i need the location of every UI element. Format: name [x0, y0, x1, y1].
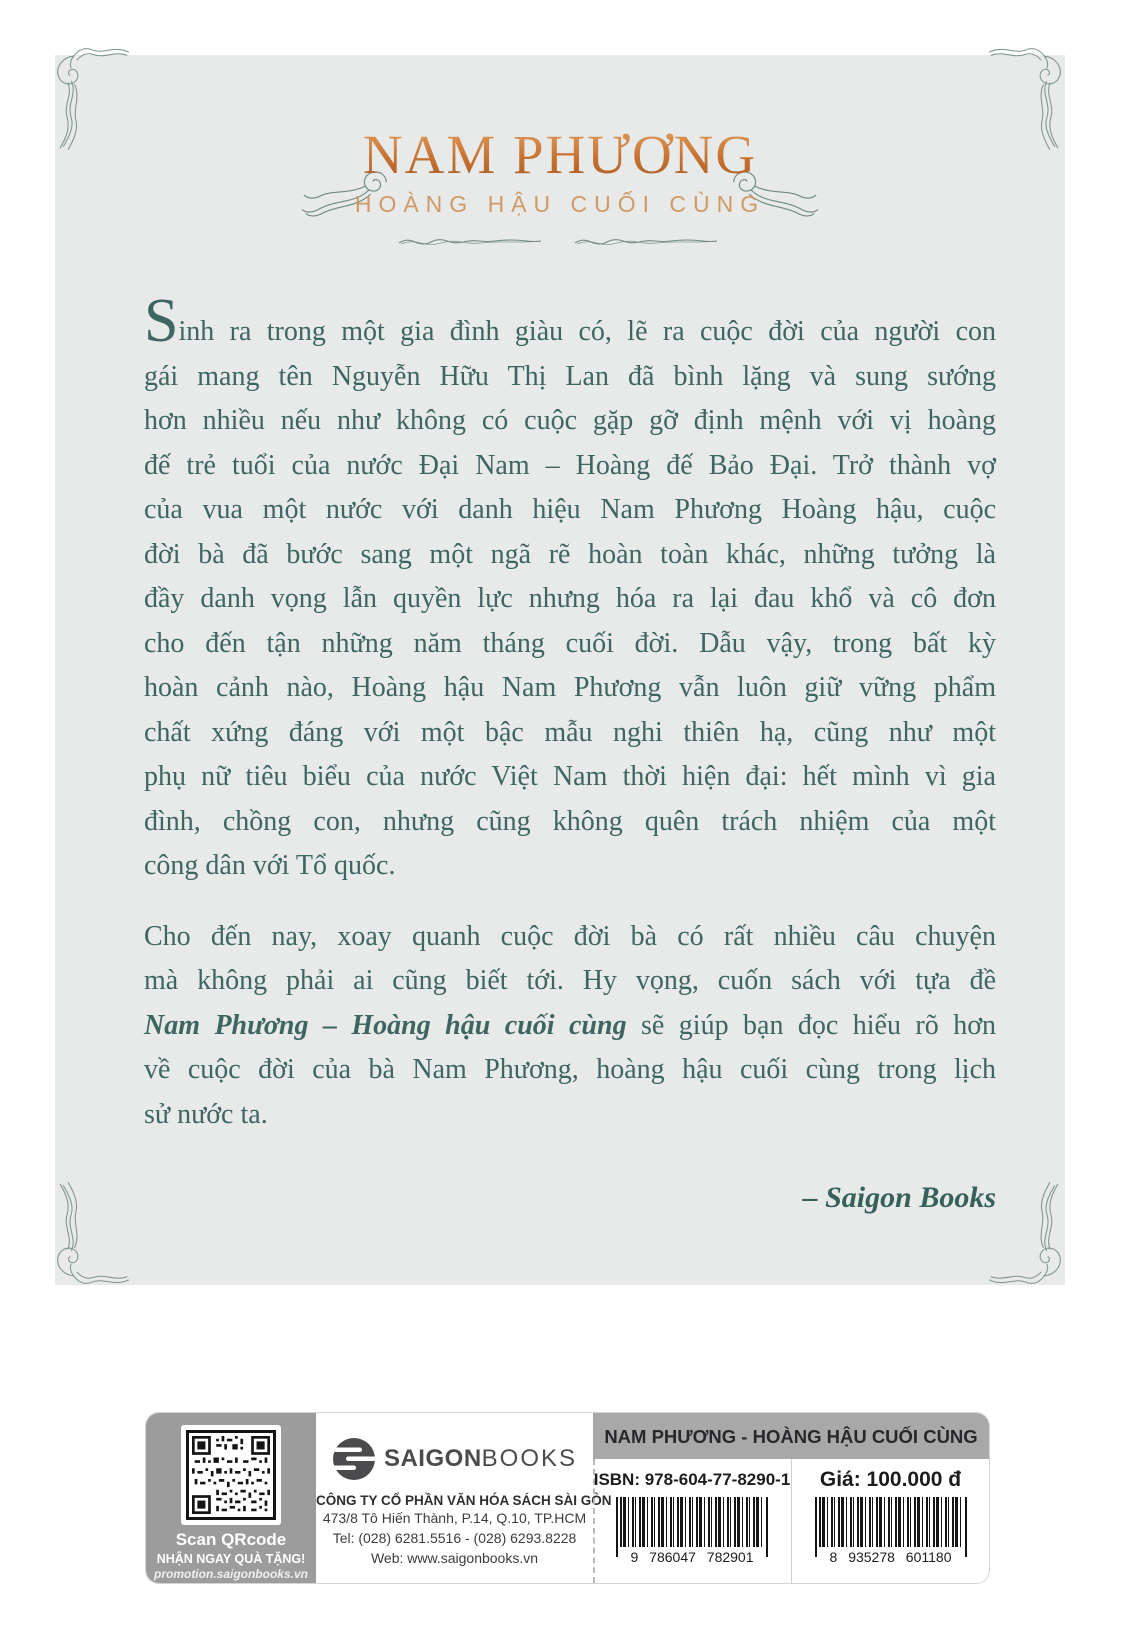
text-line: của vua một nước với danh hiệu Nam Phương Hoàng hậu, cuộc [144, 494, 996, 525]
label-title-bar: NAM PHƯƠNG - HOÀNG HẬU CUỐI CÙNG [593, 1413, 989, 1459]
synopsis-paragraph-1 [144, 287, 996, 889]
price-label: Giá: 100.000 đ [819, 1468, 962, 1491]
footer-label-bar [145, 1412, 990, 1584]
isbn-barcode-icon [612, 1497, 772, 1565]
text-line: cho đến tận những năm tháng cuối đời. Dẫu vậy, trong bất kỳ [144, 627, 996, 659]
synopsis-paragraph-2 [144, 915, 996, 1138]
cover-content [55, 55, 1065, 1285]
price-barcode-icon [811, 1497, 971, 1565]
text-line: gái mang tên Nguyễn Hữu Thị Lan đã bình lặng và sung sướng [144, 360, 996, 392]
saigonbooks-logo-text: SAIGONBOOKS [383, 1445, 578, 1472]
text-line: chất xứng đáng với một bậc mẫu nghi thiên hạ, cũng như một [144, 716, 996, 748]
company-address: 473/8 Tô Hiến Thành, P.14, Q.10, TP.HCM [322, 1510, 587, 1526]
text-line: đầy danh vọng lẫn quyền lực nhưng hóa ra lại đau khổ và cô đơn [144, 583, 996, 614]
text-line: đế trẻ tuổi của nước Đại Nam – Hoàng đế Bảo Đại. Trở thành vợ [144, 449, 996, 481]
publisher-panel [316, 1413, 612, 1583]
text-line: Sinh ra trong một gia đình giàu có, lẽ ra cuộc đời của người con [144, 287, 996, 355]
text-line: hoàn cảnh nào, Hoàng hậu Nam Phương vẫn luôn giữ vững phẩm [144, 672, 996, 703]
isbn-label: ISBN: 978-604-77-8290-1 [593, 1470, 791, 1489]
text-line: đình, chồng con, nhưng cũng không quên trách nhiệm của một [144, 805, 996, 837]
company-tel: Tel: (028) 6281.5516 - (028) 6293.8228 [332, 1530, 577, 1546]
saigonbooks-logo-icon [332, 1437, 376, 1481]
text-line: mà không phải ai cũng biết tới. Hy vọng, cuốn sách với tựa đề [144, 965, 996, 996]
publisher-signature: – Saigon Books [802, 1181, 996, 1214]
book-title: NAM PHƯƠNG [362, 124, 758, 185]
qr-scan-label: Scan QRcode [175, 1530, 287, 1549]
qr-gift-label: NHẬN NGAY QUÀ TẶNG! [156, 1552, 306, 1566]
text-line: công dân với Tổ quốc. [144, 850, 396, 881]
text-line: đời bà đã bước sang một ngã rẽ hoàn toàn khác, những tưởng là [144, 538, 996, 570]
book-subtitle: HOÀNG HẬU CUỐI CÙNG [354, 191, 766, 217]
text-line: Nam Phương – Hoàng hậu cuối cùng sẽ giúp bạn đọc hiểu rõ hơn [144, 1009, 996, 1041]
company-web: Web: www.saigonbooks.vn [370, 1550, 539, 1566]
text-line: sử nước ta. [144, 1098, 268, 1130]
text-line: hơn nhiều nếu như không có cuộc gặp gỡ định mệnh với vị hoàng [144, 405, 996, 436]
isbn-block [593, 1459, 791, 1583]
divider-wave-right-icon [573, 235, 723, 247]
qr-panel [146, 1413, 316, 1583]
divider-wave-left-icon [397, 235, 547, 247]
price-block [791, 1459, 989, 1583]
text-line: về cuộc đời của bà Nam Phương, hoàng hậu cuối cùng trong lịch [144, 1054, 996, 1085]
company-name: CÔNG TY CỔ PHẦN VĂN HÓA SÁCH SÀI GÒN [316, 1493, 612, 1508]
synopsis [144, 287, 996, 1215]
dropcap-letter: S [144, 287, 179, 355]
text-line: phụ nữ tiêu biểu của nước Việt Nam thời hiện đại: hết mình vì gia [144, 761, 996, 792]
title-divider [55, 235, 1065, 247]
qr-promo-url: promotion.saigonbooks.vn [153, 1567, 308, 1581]
text-line: Cho đến nay, xoay quanh cuộc đời bà có rất nhiều câu chuyện [144, 920, 996, 952]
book-title-inline: Nam Phương – Hoàng hậu cuối cùng [144, 1009, 627, 1041]
price-barcode-digits: 8 935278 601180 [829, 1549, 952, 1565]
qr-box [181, 1425, 281, 1525]
qr-code-icon [186, 1430, 276, 1520]
isbn-barcode-digits: 9 786047 782901 [630, 1549, 754, 1565]
